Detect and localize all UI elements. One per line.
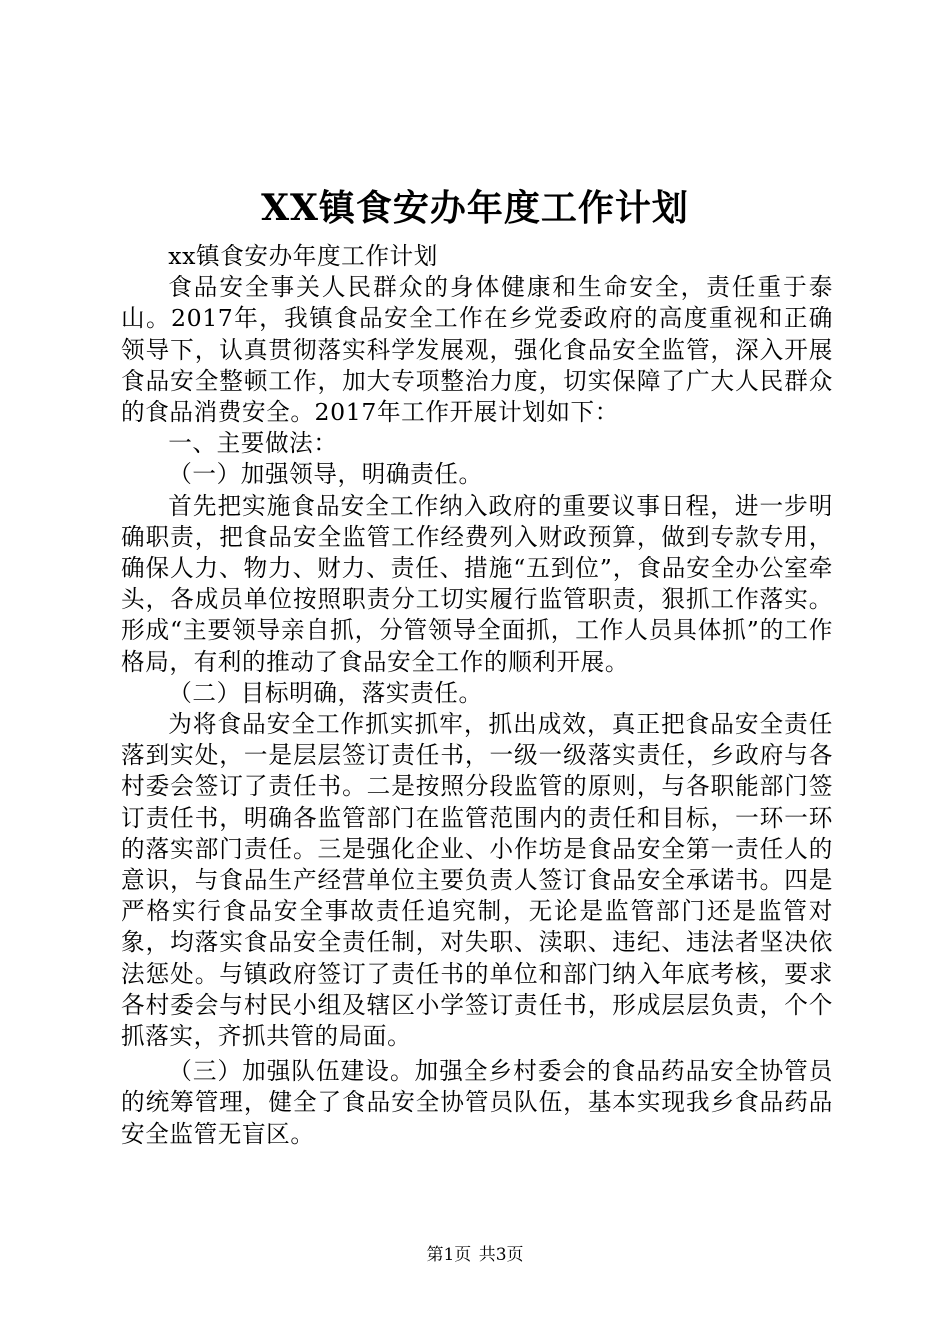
paragraph-team-building: （三）加强队伍建设。加强全乡村委会的食品药品安全协管员的统筹管理，健全了食品安全协管员队伍，基本实现我乡食品药品安全监管无盲区。: [121, 1057, 833, 1148]
subsection-heading-2: （二）目标明确，落实责任。: [168, 678, 483, 707]
paragraph-subtitle: xx镇食安办年度工作计划: [168, 242, 438, 270]
document-title: XX镇食安办年度工作计划: [261, 187, 689, 229]
subsection-heading-1: （一）加强领导，明确责任。: [168, 460, 483, 489]
document-body: [121, 241, 833, 1150]
paragraph-leadership: 首先把实施食品安全工作纳入政府的重要议事日程，进一步明确职责，把食品安全监管工作经费列入财政预算，做到专款专用，确保人力、物力、财力、责任、措施“五到位”，食品安全办公室牵头，各成员单位按照职责分工切实履行监管职责，狠抓工作落实。形成“主要领导亲自抓，分管领导全面抓，工作人员具体抓”的工作格局，有利的推动了食品安全工作的顺利开展。: [121, 491, 833, 676]
section-heading-main-approach: 一、主要做法：: [168, 429, 338, 458]
paragraph-responsibility: 为将食品安全工作抓实抓牢，抓出成效，真正把食品安全责任落到实处，一是层层签订责任书，一级一级落实责任，乡政府与各村委会签订了责任书。二是按照分段监管的原则，与各职能部门签订责任书，明确各监管部门在监管范围内的责任和目标，一环一环的落实部门责任。三是强化企业、小作坊是食品安全第一责任人的意识，与食品生产经营单位主要负责人签订食品安全承诺书。四是严格实行食品安全事故责任追究制，无论是监管部门还是监管对象，均落实食品安全责任制，对失职、渎职、违纪、违法者坚决依法惩处。与镇政府签订了责任书的单位和部门纳入年底考核，要求各村委会与村民小组及辖区小学签订责任书，形成层层负责，个个抓落实，齐抓共管的局面。: [121, 710, 833, 1051]
page-total: 共3页: [478, 1245, 524, 1265]
page-footer: [0, 1244, 950, 1266]
paragraph-intro: 食品安全事关人民群众的身体健康和生命安全，责任重于泰山。2017年，我镇食品安全工作在乡党委政府的高度重视和正确领导下，认真贯彻落实科学发展观，强化食品安全监管，深入开展食品安全整顿工作，加大专项整治力度，切实保障了广大人民群众的食品消费安全。2017年工作开展计划如下：: [121, 273, 833, 427]
page-number: 第1页: [426, 1245, 472, 1265]
